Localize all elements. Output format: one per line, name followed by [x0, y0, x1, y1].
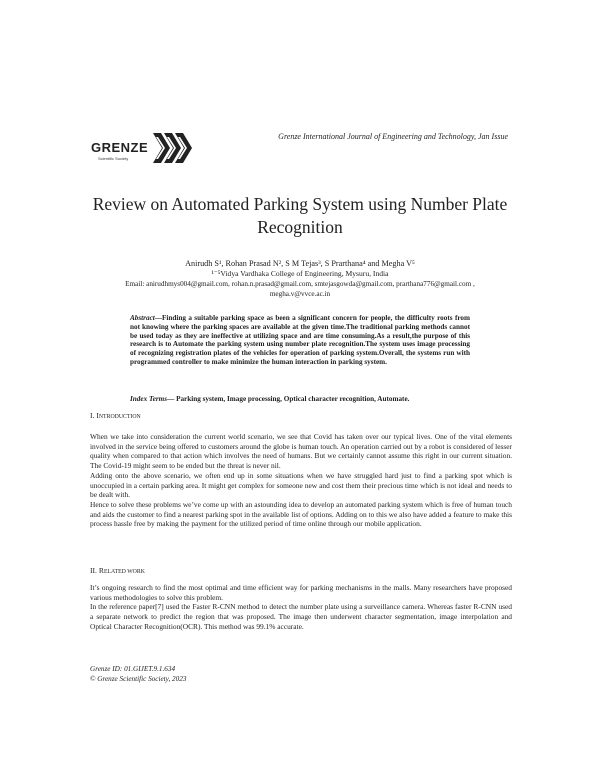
section-number: II. [90, 566, 97, 575]
emails-line-1: Email: anirudhmys004@gmail.com, rohan.n.prasad@gmail.com, smtejasgowda@gmail.com, prarthana776@gmail.com , [125, 280, 475, 288]
paragraph: It’s ongoing research to find the most optimal and time efficient way for parking mechanisms in the malls. Many researchers have proposed various methodologies to solve this problem. [90, 583, 512, 602]
index-terms-text: — Parking system, Image processing, Optical character recognition, Automate. [167, 395, 410, 403]
paragraph: When we take into consideration the current world scenario, we see that Covid has taken over our typical lives. One of the vital elements involved in the service being offered to customers around the globe is human touch. An operation carried out by a robot is considered of lesser quality when compared to that action which involves the need of humans. But we certainly cannot assume this right in our current situation. The Covid-19 might seem to be ended but the threat is never nil. [90, 432, 512, 471]
index-terms-label: Index Terms [130, 395, 168, 403]
paper-title: Review on Automated Parking System using Number Plate Recognition [92, 194, 508, 237]
section-heading-initial: R [98, 566, 104, 575]
paragraph: Hence to solve these problems we’ve come up with an astounding idea to develop an automated parking system which is free of human touch and aids the customer to find a nearest parking spot in the available list of options. Adding on to this we also have added a feature to make this process hassle free by making the payment for the utilized period of time online through our mobile application. [90, 499, 512, 529]
section-heading-rest: NTRODUCTION [98, 414, 141, 420]
index-terms [130, 395, 470, 403]
logo-subtext: Scientific Society [98, 156, 129, 161]
paragraph: Adding onto the above scenario, we often end up in some situations when we have struggled hard just to find a parking spot which is unoccupied in a certain parking area. It might get complex for someone new and cost them their precious time which is not ideal and needs to be dealt with. [90, 470, 512, 500]
abstract-label: Abstract [130, 314, 155, 322]
publisher-logo [91, 131, 201, 165]
abstract-text: —Finding a suitable parking space as been a significant concern for people, the difficulty roots from not knowing where the parking spaces are available at the given time.The traditional parking methods cannot be used today as they are ineffective at utilizing space and are time consuming.As a result,the purpose of this research is to Automate the parking system using number plate recognition.The system uses image processing of recognizing registration plates of the vehicles for operation of parking system.Overall, the systems run with programmed controller to make minimize the human interaction in parking system. [130, 314, 470, 366]
section-number: I. [90, 411, 95, 420]
section-body-related-work [90, 583, 512, 632]
abstract [130, 314, 470, 367]
emails-line-2: megha.v@vvce.ac.in [269, 290, 331, 298]
section-heading-rest: ELATED WORK [103, 569, 145, 575]
author-list: Anirudh S¹, Rohan Prasad N², S M Tejas³, S Prarthana⁴ and Megha V⁵ [185, 259, 415, 268]
section-heading-related-work [90, 566, 145, 575]
paragraph: In the reference paper[7] used the Faster R-CNN method to detect the number plate using a surveillance camera. Whereas faster R-CNN used a separate network to predict the region that was proposed. The image then underwent character segmentation, image interpolation and Optical Character Recognition(OCR). This method was 99.1% accurate. [90, 602, 512, 631]
logo-chevrons-icon [153, 131, 201, 165]
grenze-id: Grenze ID: 01.GIJET.9.1.634 [90, 665, 176, 673]
section-body-introduction [90, 432, 512, 529]
affiliation: ¹⁻⁵Vidya Vardhaka College of Engineering, Mysuru, India [211, 269, 389, 278]
copyright: © Grenze Scientific Society, 2023 [90, 674, 187, 683]
section-heading-initial: I [96, 411, 99, 420]
section-heading-introduction [90, 411, 141, 420]
logo-text: GRENZE [91, 140, 149, 155]
footer [90, 665, 186, 684]
author-emails [60, 279, 540, 299]
journal-name: Grenze International Journal of Engineering and Technology, Jan Issue [278, 132, 508, 141]
